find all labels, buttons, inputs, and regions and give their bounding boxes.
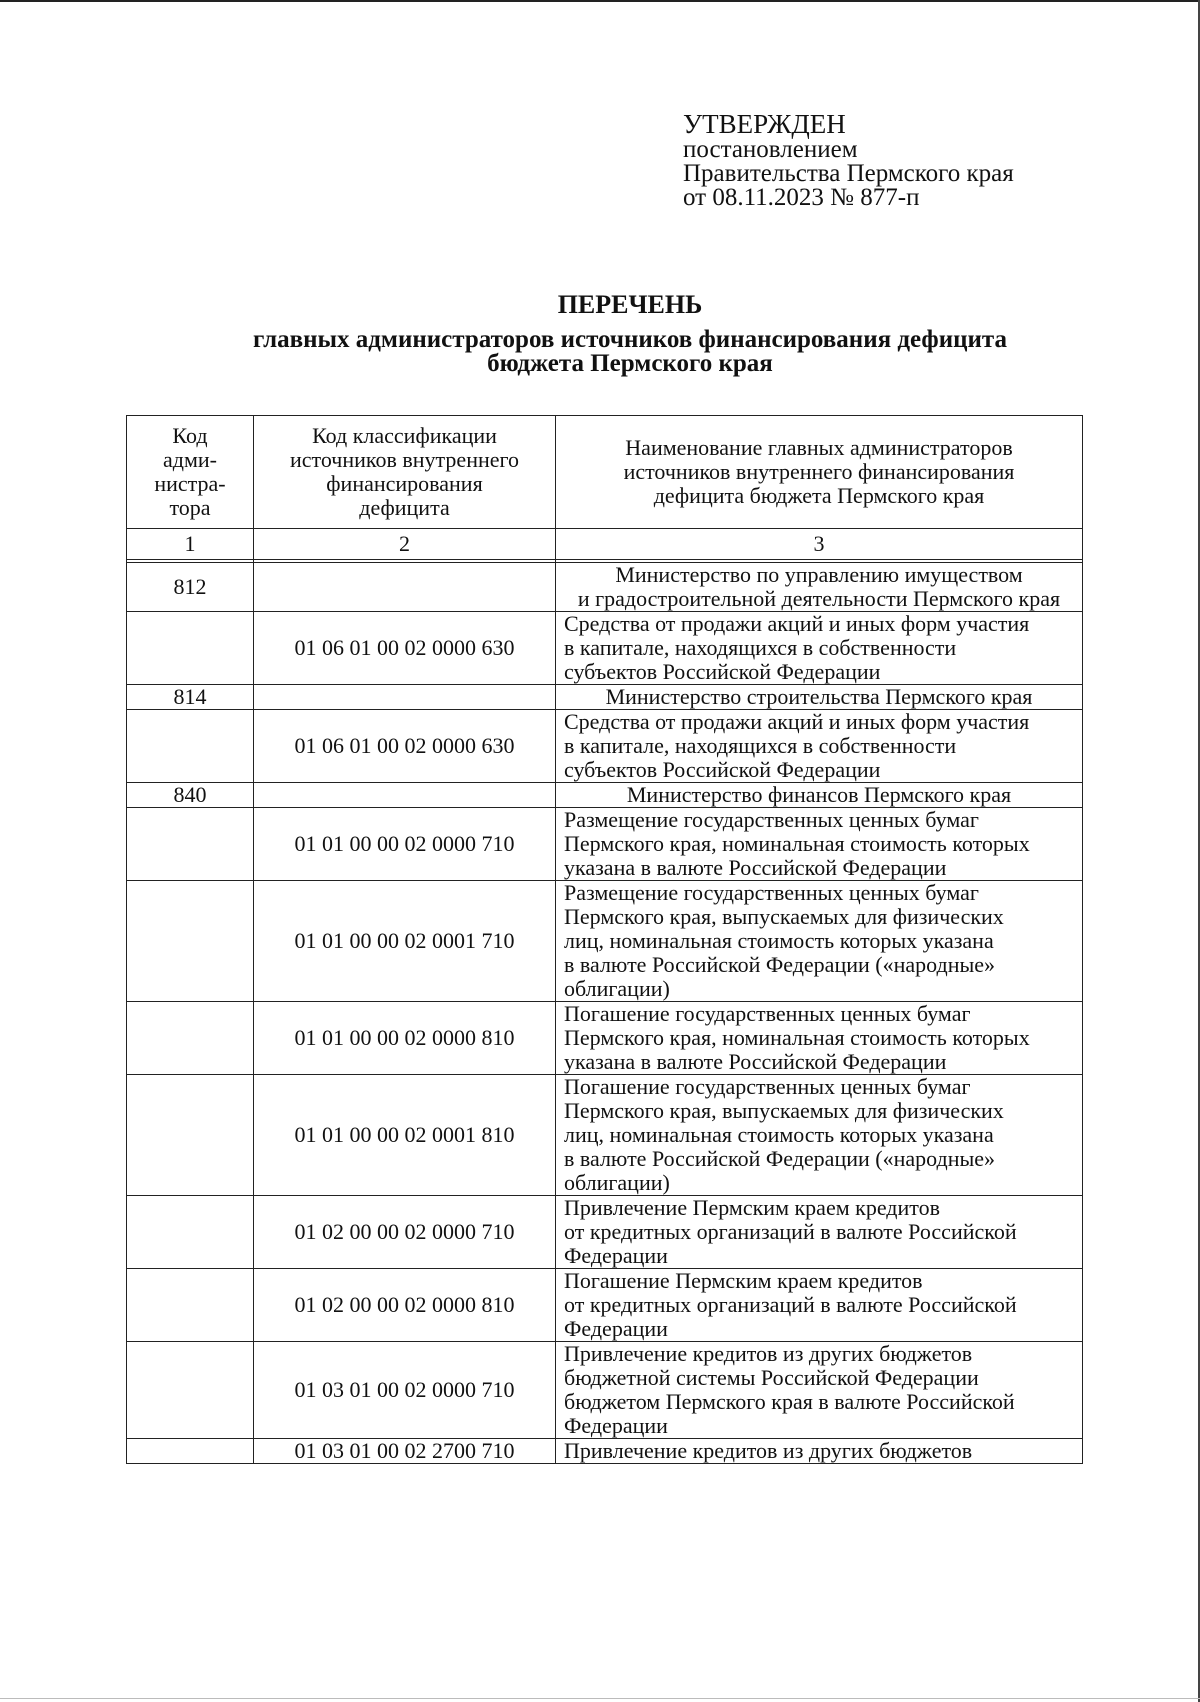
admin-code bbox=[127, 881, 254, 1002]
name-line: Пермского края, номинальная стоимость которых bbox=[564, 831, 1030, 856]
header-text: Наименование главных администраторов bbox=[625, 435, 1013, 460]
name-line: лиц, номинальная стоимость которых указана bbox=[564, 1122, 994, 1147]
source-name bbox=[556, 1196, 1083, 1269]
name-line: Привлечение кредитов из других бюджетов bbox=[564, 1438, 973, 1463]
name-line: Министерство строительства Пермского края bbox=[605, 684, 1033, 709]
name-line: Пермского края, номинальная стоимость которых bbox=[564, 1025, 1030, 1050]
admin-code bbox=[127, 1269, 254, 1342]
name-line: Федерации bbox=[564, 1243, 668, 1268]
classification-code: 01 03 01 00 02 0000 710 bbox=[254, 1342, 556, 1439]
admin-code: 840 bbox=[127, 783, 254, 808]
admin-code bbox=[127, 1342, 254, 1439]
header-text: источников внутреннего bbox=[290, 447, 519, 472]
table-row bbox=[127, 1439, 1083, 1464]
name-line: Пермского края, выпускаемых для физических bbox=[564, 1098, 1004, 1123]
subtitle-line: главных администраторов источников финансирования дефицита bbox=[252, 326, 1008, 353]
classification-code: 01 01 00 00 02 0000 810 bbox=[254, 1002, 556, 1075]
name-line: субъектов Российской Федерации bbox=[564, 659, 881, 684]
table-row bbox=[127, 685, 1083, 710]
source-name bbox=[556, 881, 1083, 1002]
classification-code: 01 06 01 00 02 0000 630 bbox=[254, 612, 556, 685]
table-row bbox=[127, 1269, 1083, 1342]
name-line: Погашение государственных ценных бумаг bbox=[564, 1074, 971, 1099]
name-line: облигации) bbox=[564, 976, 670, 1001]
table-row bbox=[127, 1342, 1083, 1439]
source-name bbox=[556, 1269, 1083, 1342]
header-text: нистра- bbox=[154, 471, 226, 496]
name-line: Министерство финансов Пермского края bbox=[626, 782, 1012, 807]
table-row bbox=[127, 710, 1083, 783]
admin-code: 814 bbox=[127, 685, 254, 710]
name-line: и градостроительной деятельности Пермского края bbox=[577, 586, 1061, 611]
header-text: дефицита bbox=[359, 495, 450, 520]
classification-code bbox=[254, 685, 556, 710]
classification-code: 01 03 01 00 02 2700 710 bbox=[254, 1439, 556, 1464]
name-line: в капитале, находящихся в собственности bbox=[564, 733, 957, 758]
name-line: субъектов Российской Федерации bbox=[564, 757, 881, 782]
column-number: 2 bbox=[254, 529, 556, 560]
header-text: источников внутреннего финансирования bbox=[623, 459, 1015, 484]
table-row bbox=[127, 563, 1083, 612]
name-line: от кредитных организаций в валюте Российской bbox=[564, 1292, 1017, 1317]
approval-line: Правительства Пермского края bbox=[683, 160, 1014, 187]
name-line: Погашение государственных ценных бумаг bbox=[564, 1001, 971, 1026]
column-number: 1 bbox=[127, 529, 254, 560]
document-title: ПЕРЕЧЕНЬ bbox=[557, 290, 703, 319]
source-name bbox=[556, 710, 1083, 783]
source-name bbox=[556, 612, 1083, 685]
page-edge-bottom bbox=[0, 1698, 1200, 1699]
name-line: облигации) bbox=[564, 1170, 670, 1195]
table-row bbox=[127, 808, 1083, 881]
approval-title: УТВЕРЖДЕН bbox=[683, 109, 846, 139]
source-name bbox=[556, 1075, 1083, 1196]
name-line: Привлечение Пермским краем кредитов bbox=[564, 1195, 940, 1220]
source-name bbox=[556, 808, 1083, 881]
name-line: от кредитных организаций в валюте Российской bbox=[564, 1219, 1017, 1244]
administrator-name bbox=[556, 685, 1083, 710]
table-header-row bbox=[127, 416, 1083, 529]
classification-code: 01 06 01 00 02 0000 630 bbox=[254, 710, 556, 783]
name-line: Федерации bbox=[564, 1413, 668, 1438]
admin-code bbox=[127, 1075, 254, 1196]
header-text: Код классификации bbox=[312, 423, 497, 448]
name-line: Средства от продажи акций и иных форм участия bbox=[564, 611, 1030, 636]
classification-code: 01 02 00 00 02 0000 810 bbox=[254, 1269, 556, 1342]
approval-stamp bbox=[683, 110, 1014, 210]
admin-code bbox=[127, 808, 254, 881]
source-name bbox=[556, 1002, 1083, 1075]
name-line: указана в валюте Российской Федерации bbox=[564, 855, 947, 880]
header-text: дефицита бюджета Пермского края bbox=[653, 483, 985, 508]
name-line: Размещение государственных ценных бумаг bbox=[564, 880, 979, 905]
name-line: Министерство по управлению имуществом bbox=[615, 562, 1023, 587]
name-line: в валюте Российской Федерации («народные» bbox=[564, 1146, 996, 1171]
table-row bbox=[127, 1196, 1083, 1269]
header-text: финансирования bbox=[326, 471, 483, 496]
admin-code bbox=[127, 612, 254, 685]
name-line: в валюте Российской Федерации («народные» bbox=[564, 952, 996, 977]
header-admin-code bbox=[127, 416, 254, 529]
admin-code bbox=[127, 1439, 254, 1464]
name-line: бюджетом Пермского края в валюте Российской bbox=[564, 1389, 1015, 1414]
header-text: адми- bbox=[163, 447, 217, 472]
name-line: Федерации bbox=[564, 1316, 668, 1341]
source-name bbox=[556, 1342, 1083, 1439]
admin-code bbox=[127, 1002, 254, 1075]
subtitle-line: бюджета Пермского края bbox=[487, 350, 773, 377]
name-line: указана в валюте Российской Федерации bbox=[564, 1049, 947, 1074]
administrator-name bbox=[556, 563, 1083, 612]
classification-code: 01 01 00 00 02 0000 710 bbox=[254, 808, 556, 881]
classification-code: 01 01 00 00 02 0001 810 bbox=[254, 1075, 556, 1196]
name-line: в капитале, находящихся в собственности bbox=[564, 635, 957, 660]
name-line: бюджетной системы Российской Федерации bbox=[564, 1365, 979, 1390]
table-row bbox=[127, 783, 1083, 808]
administrator-name bbox=[556, 783, 1083, 808]
administrators-table bbox=[126, 415, 1083, 1464]
table-row bbox=[127, 1075, 1083, 1196]
name-line: лиц, номинальная стоимость которых указана bbox=[564, 928, 994, 953]
name-line: Привлечение кредитов из других бюджетов bbox=[564, 1341, 973, 1366]
column-number: 3 bbox=[556, 529, 1083, 560]
approval-line: постановлением bbox=[683, 136, 858, 163]
table-row bbox=[127, 1002, 1083, 1075]
table-row bbox=[127, 881, 1083, 1002]
name-line: Погашение Пермским краем кредитов bbox=[564, 1268, 923, 1293]
source-name bbox=[556, 1439, 1083, 1464]
classification-code: 01 01 00 00 02 0001 710 bbox=[254, 881, 556, 1002]
header-text: тора bbox=[169, 495, 211, 520]
header-classification-code bbox=[254, 416, 556, 529]
classification-code: 01 02 00 00 02 0000 710 bbox=[254, 1196, 556, 1269]
name-line: Средства от продажи акций и иных форм участия bbox=[564, 709, 1030, 734]
table-row bbox=[127, 612, 1083, 685]
name-line: Пермского края, выпускаемых для физических bbox=[564, 904, 1004, 929]
column-number-row bbox=[127, 529, 1083, 560]
admin-code: 812 bbox=[127, 563, 254, 612]
document-subtitle bbox=[180, 328, 1080, 376]
classification-code bbox=[254, 563, 556, 612]
name-line: Размещение государственных ценных бумаг bbox=[564, 807, 979, 832]
header-text: Код bbox=[172, 423, 208, 448]
classification-code bbox=[254, 783, 556, 808]
page-edge-top bbox=[0, 0, 1200, 2]
approval-date: от 08.11.2023 № 877-п bbox=[683, 184, 920, 211]
admin-code bbox=[127, 710, 254, 783]
admin-code bbox=[127, 1196, 254, 1269]
header-administrator-name bbox=[556, 416, 1083, 529]
